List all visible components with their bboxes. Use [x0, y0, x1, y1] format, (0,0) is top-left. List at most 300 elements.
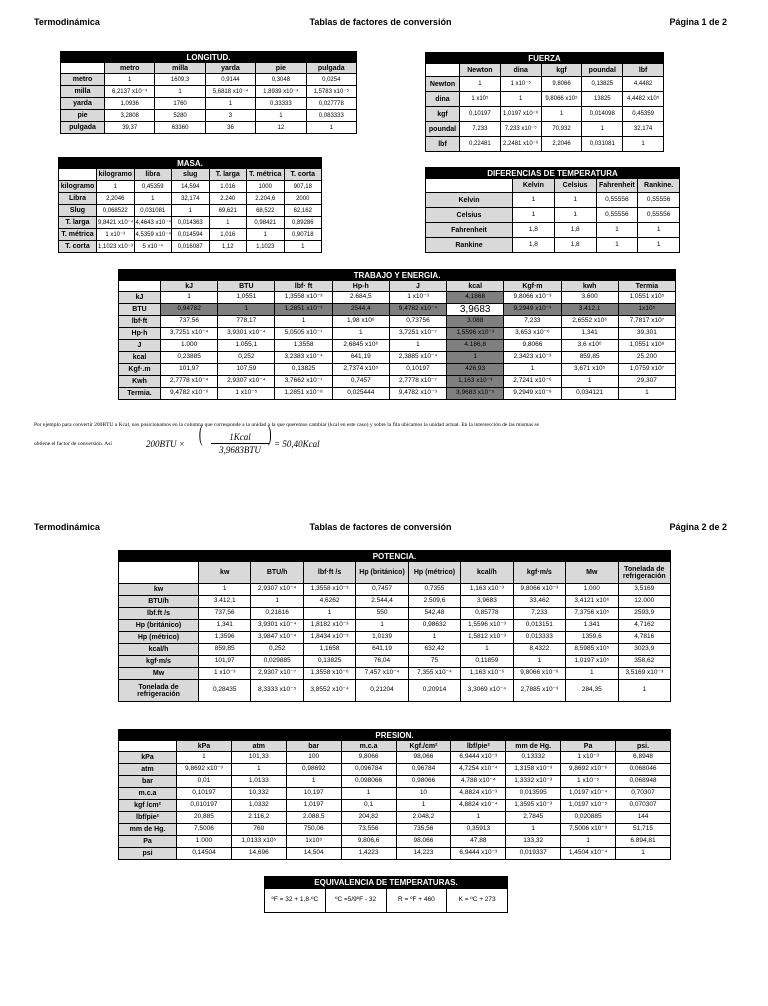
table-cell: 0,10197 — [460, 107, 501, 122]
page2-header — [34, 522, 727, 536]
table-cell: 7,5006 x10⁻³ — [561, 824, 616, 836]
table-cell: 2,9307 x10⁻⁴ — [218, 376, 275, 388]
masa-table-block — [58, 157, 322, 253]
table-cell: 1,5783 x10⁻⁵ — [306, 86, 356, 98]
table-cell: 3.600 — [561, 292, 618, 304]
table-cell: 6,9444 x10⁻³ — [451, 848, 506, 860]
column-header: Pa — [561, 741, 616, 752]
table-row — [119, 764, 671, 776]
table-cell: 0,068046 — [616, 764, 671, 776]
page-number-p2: Página 2 de 2 — [669, 522, 727, 532]
row-header: Termia. — [119, 388, 161, 400]
column-header: Hp (métrico) — [408, 562, 460, 584]
row-header: bar — [119, 776, 177, 788]
table-cell: 1 — [389, 340, 446, 352]
table-cell: 3,5169 — [618, 584, 671, 596]
table-cell: 0,98632 — [408, 620, 460, 632]
column-header: Rankine. — [638, 179, 680, 193]
trabajo-table — [118, 280, 676, 400]
table-cell: 737,56 — [199, 608, 251, 620]
table-cell: 2.240 — [209, 193, 247, 205]
table-cell: 2,2481 x10⁻⁶ — [500, 137, 541, 152]
table-cell: 1,0551 — [218, 292, 275, 304]
table-cell: 9,2949 x10⁻⁸ — [504, 388, 561, 400]
table-cell: 1 — [105, 74, 155, 86]
table-cell: 1,8 — [554, 223, 596, 238]
table-row — [59, 241, 322, 253]
row-header: Fahrenheit — [426, 223, 513, 238]
presion-table — [118, 740, 671, 860]
column-header: Tonelada de refrigeración — [618, 562, 671, 584]
table-cell: 0,55556 — [596, 193, 638, 208]
table-cell: 1,163 x10⁻⁶ — [461, 668, 513, 680]
column-header: metro — [105, 63, 155, 74]
table-cell: 3.088 — [447, 316, 504, 328]
row-header: kPa — [119, 752, 177, 764]
table-cell: 0,73756 — [389, 316, 446, 328]
table-cell: 1 — [408, 632, 460, 644]
table-cell: 1 — [134, 193, 172, 205]
table-corner — [119, 281, 161, 292]
trabajo-header-row — [119, 281, 676, 292]
table-cell: 1,5596 x10⁻³ — [461, 620, 513, 632]
table-cell: 8,3333 x10⁻⁵ — [251, 680, 303, 702]
table-cell: 1 — [554, 193, 596, 208]
table-row — [426, 193, 680, 208]
table-cell: 0,45359 — [134, 181, 172, 193]
column-header: T. larga — [209, 169, 247, 181]
table-cell: 3,9683 — [447, 304, 504, 316]
table-cell: 2,7241 x10⁻⁶ — [504, 376, 561, 388]
column-header: BTU/h — [251, 562, 303, 584]
table-cell: 101,97 — [161, 364, 218, 376]
table-row — [59, 229, 322, 241]
table-cell: 750,06 — [286, 824, 341, 836]
column-header: Kelvin — [513, 179, 555, 193]
table-row — [119, 620, 671, 632]
table-cell: 0,013595 — [506, 788, 561, 800]
row-header: Libra — [59, 193, 97, 205]
column-header: J — [389, 281, 446, 292]
table-cell: 1.341 — [566, 620, 618, 632]
table-cell: 0,014098 — [582, 107, 623, 122]
table-cell: 3,671 x10⁵ — [561, 364, 618, 376]
table-cell: 1,0551 x10⁸ — [618, 340, 675, 352]
table-cell: 1,98 x10⁶ — [332, 316, 389, 328]
example-note-intro: obtiene el factor de conversión. Así — [34, 441, 112, 447]
table-cell: 1 — [623, 137, 664, 152]
table-cell: 1 — [155, 86, 205, 98]
table-cell: 0,013151 — [513, 620, 565, 632]
table-cell: 0,070307 — [616, 800, 671, 812]
table-cell: 1 — [513, 193, 555, 208]
table-cell: 2,2046 — [97, 193, 135, 205]
table-cell: 1 — [177, 752, 232, 764]
table-cell: 3,5169 x10⁻³ — [618, 668, 671, 680]
row-header: BTU — [119, 304, 161, 316]
column-header: kPa — [177, 741, 232, 752]
fuerza-title: FUERZA — [425, 52, 664, 63]
table-cell: 0,98692 — [286, 764, 341, 776]
table-cell: 0,1 — [341, 800, 396, 812]
trabajo-title: TRABAJO Y ENERGIA. — [118, 269, 676, 280]
fraction-bar — [211, 443, 269, 444]
table-cell: 32,174 — [623, 122, 664, 137]
table-cell: 3.412,1 — [199, 596, 251, 608]
table-cell: 4,7162 — [618, 620, 671, 632]
table-cell: 47,88 — [451, 836, 506, 848]
column-header: Mw — [566, 562, 618, 584]
table-cell: 0,55556 — [596, 208, 638, 223]
table-cell: 6,8948 — [616, 752, 671, 764]
table-cell: 62,162 — [284, 205, 322, 217]
table-cell: 2593,9 — [618, 608, 671, 620]
table-cell: 5,0505 x10⁻⁷ — [275, 328, 332, 340]
table-cell: 9,8692 x10⁻³ — [177, 764, 232, 776]
table-cell: 1,0197 x10⁻⁶ — [500, 107, 541, 122]
table-cell: 51,715 — [616, 824, 671, 836]
table-cell: 6,9444 x10⁻³ — [451, 752, 506, 764]
table-cell: 8,5985 x10⁵ — [566, 644, 618, 656]
table-cell: 1 x10⁻³ — [97, 229, 135, 241]
table-row — [59, 205, 322, 217]
longitud-header-row — [61, 63, 357, 74]
table-cell: 6,2137 x10⁻⁴ — [105, 86, 155, 98]
table-cell: 1,1023 x10⁻³ — [97, 241, 135, 253]
table-cell: 2,9307 x10⁻⁴ — [251, 584, 303, 596]
formula-result: = 50,40Kcal — [274, 439, 320, 449]
table-cell: 3,9683 — [461, 596, 513, 608]
table-cell: 0,14504 — [177, 848, 232, 860]
table-cell: 1 — [461, 644, 513, 656]
table-cell: 0,21204 — [356, 680, 408, 702]
table-cell: 13825 — [582, 92, 623, 107]
table-cell: 9,8692 x10⁻⁶ — [561, 764, 616, 776]
table-cell: 1 x10⁻⁵ — [500, 77, 541, 92]
table-corner — [61, 63, 105, 74]
column-header: lbf/pie² — [451, 741, 506, 752]
formula-numerator: 1Kcal — [229, 432, 251, 442]
table-cell: 0,025444 — [332, 388, 389, 400]
column-header: Hp (británico) — [356, 562, 408, 584]
table-cell: 9,4782 x10⁻⁴ — [389, 304, 446, 316]
row-header: Kgf·.m — [119, 364, 161, 376]
table-cell: 1 — [306, 122, 356, 134]
table-row — [59, 217, 322, 229]
row-header: pulgada — [61, 122, 105, 134]
table-cell: 7,233 — [513, 608, 565, 620]
row-header: J — [119, 340, 161, 352]
table-cell: 2.088,5 — [286, 812, 341, 824]
table-cell: 1 — [500, 92, 541, 107]
table-cell: 63360 — [155, 122, 205, 134]
table-cell: 0,010197 — [177, 800, 232, 812]
table-row — [59, 193, 322, 205]
table-cell: 3,9301 x10⁻⁴ — [251, 620, 303, 632]
table-cell: 1,0759 x10⁷ — [618, 364, 675, 376]
table-cell: 1,0197 x10⁻⁴ — [561, 788, 616, 800]
table-cell: 1,016 — [209, 229, 247, 241]
table-cell: 0,014594 — [172, 229, 210, 241]
column-header: Newton — [460, 64, 501, 77]
table-cell: 10,332 — [231, 788, 286, 800]
table-cell: 1 — [286, 776, 341, 788]
table-cell: 0,9144 — [205, 74, 255, 86]
table-cell: 29,307 — [618, 376, 675, 388]
table-cell: 1,5812 x10⁻³ — [461, 632, 513, 644]
table-row — [61, 122, 357, 134]
table-row — [119, 752, 671, 764]
potencia-title: POTENCIA. — [118, 550, 671, 561]
table-cell: 1,3158 x10⁻³ — [506, 764, 561, 776]
table-cell: 7,7817 x10⁷ — [618, 316, 675, 328]
table-cell: 7,355 x10⁻⁴ — [408, 668, 460, 680]
table-cell: 3,8552 x10⁻⁴ — [303, 680, 355, 702]
table-row — [119, 644, 671, 656]
table-row — [119, 800, 671, 812]
presion-header-row — [119, 741, 671, 752]
table-cell: 1,0197 — [286, 800, 341, 812]
table-cell: 0,014363 — [172, 217, 210, 229]
diferencias-temperatura-block — [425, 167, 680, 253]
table-cell: 9,4782 x10⁻⁶ — [161, 388, 218, 400]
table-cell: 0,94782 — [161, 304, 218, 316]
table-cell: 69,621 — [209, 205, 247, 217]
table-cell: 5,6818 x10⁻⁴ — [205, 86, 255, 98]
table-cell: 0,016087 — [172, 241, 210, 253]
row-header: kgf /cm² — [119, 800, 177, 812]
table-cell: 7,457 x10⁻⁴ — [356, 668, 408, 680]
table-cell: 641,19 — [356, 644, 408, 656]
row-header: Hp (británico) — [119, 620, 199, 632]
table-cell: 5 x10⁻⁴ — [134, 241, 172, 253]
table-cell: 1,1658 — [303, 644, 355, 656]
row-header: Newton — [426, 77, 460, 92]
potencia-table — [118, 561, 671, 702]
table-cell: 632,42 — [408, 644, 460, 656]
table-cell: 1 — [582, 122, 623, 137]
table-cell: 1,3558 x10⁻⁶ — [303, 668, 355, 680]
table-cell: 9,8066 — [341, 752, 396, 764]
column-header: Kgf./cm² — [396, 741, 451, 752]
table-cell: 1 x10⁻⁵ — [561, 776, 616, 788]
table-cell: 75 — [408, 656, 460, 668]
column-header: pulgada — [306, 63, 356, 74]
row-header: Rankine — [426, 238, 513, 253]
table-cell: 1,0332 — [231, 800, 286, 812]
table-cell: 0,252 — [218, 352, 275, 364]
table-cell: 1,8 — [513, 238, 555, 253]
table-cell: 1,0197 x10⁵ — [566, 656, 618, 668]
table-cell: 1 — [447, 352, 504, 364]
table-cell: 4,6262 — [303, 596, 355, 608]
table-cell: 0,13825 — [275, 364, 332, 376]
table-cell: 9,8066 x10⁻³ — [513, 584, 565, 596]
row-header: kgf·m/s — [119, 656, 199, 668]
table-cell: 0,96784 — [396, 764, 451, 776]
row-header: psi — [119, 848, 177, 860]
masa-table — [58, 168, 322, 253]
table-row — [61, 98, 357, 110]
table-cell: 1,0133 — [231, 776, 286, 788]
table-cell: 14,696 — [231, 848, 286, 860]
table-cell: 1,2851 x10⁻³ — [275, 304, 332, 316]
table-cell: 4,1868 — [447, 292, 504, 304]
table-cell: 0,098066 — [341, 776, 396, 788]
longitud-table-block — [60, 51, 357, 134]
table-cell: 3,9683 x10⁻⁵ — [447, 388, 504, 400]
table-cell: 3.412,1 — [561, 304, 618, 316]
diferencias-header-row — [426, 179, 680, 193]
diferencias-table — [425, 178, 680, 253]
table-cell: 737,56 — [161, 316, 218, 328]
table-cell: 1,3558 — [275, 340, 332, 352]
table-cell: 1.000 — [161, 340, 218, 352]
table-cell: 0,020885 — [561, 812, 616, 824]
row-header: lbf — [426, 137, 460, 152]
presion-title: PRESION. — [118, 729, 671, 740]
column-header: m.c.a — [341, 741, 396, 752]
table-row — [426, 77, 664, 92]
table-cell: 33,462 — [513, 596, 565, 608]
table-cell: 0,23885 — [161, 352, 218, 364]
table-cell: 2.116,2 — [231, 812, 286, 824]
example-note-line1: Por ejemplo para convertir 200BTU a Kcal, nos posicionamos en la columna que corresponde a la unidad a la que queremos cambiar (kcal en este caso) y sobre la fila ubicamos la unidad actual. En la intersección de las mismas se — [34, 422, 539, 428]
table-cell: 1 — [284, 241, 322, 253]
table-cell: 1 — [506, 824, 561, 836]
row-header: kJ — [119, 292, 161, 304]
table-cell: 2,7885 x10⁻³ — [513, 680, 565, 702]
table-cell: 0,13825 — [303, 656, 355, 668]
table-cell: 1 — [218, 304, 275, 316]
table-cell: 1,3596 — [199, 632, 251, 644]
table-cell: 1.016 — [209, 181, 247, 193]
table-cell: 0,027778 — [306, 98, 356, 110]
table-row — [119, 388, 676, 400]
table-cell: 0,083333 — [306, 110, 356, 122]
table-cell: 2.509,6 — [408, 596, 460, 608]
row-header: m.c.a — [119, 788, 177, 800]
row-header: mm de Hg. — [119, 824, 177, 836]
table-corner — [119, 562, 199, 584]
table-cell: 1 — [596, 238, 638, 253]
example-note — [34, 420, 734, 454]
column-header: Celsius — [554, 179, 596, 193]
table-cell: 1,4504 x10⁻⁴ — [561, 848, 616, 860]
column-header: lbf — [623, 64, 664, 77]
table-cell: 1,3595 x10⁻³ — [506, 800, 561, 812]
row-header: poundal — [426, 122, 460, 137]
table-cell: 641,19 — [332, 352, 389, 364]
table-cell: 1,1023 — [247, 241, 285, 253]
formula-paren-close: ) — [267, 421, 272, 446]
table-cell: 542,48 — [408, 608, 460, 620]
row-header: Kelvin — [426, 193, 513, 208]
equivalencia-table — [264, 888, 508, 913]
row-header: T. corta — [59, 241, 97, 253]
table-cell: 1 — [251, 596, 303, 608]
table-cell: 101,97 — [199, 656, 251, 668]
potencia-header-row — [119, 562, 671, 584]
table-cell: 9,8066 x10⁻⁶ — [513, 668, 565, 680]
trabajo-energia-block — [118, 269, 676, 400]
table-row — [119, 328, 676, 340]
table-cell: 2,9307 x10⁻⁷ — [251, 668, 303, 680]
table-cell: 1 — [451, 812, 506, 824]
table-cell: 133,32 — [506, 836, 561, 848]
table-cell: 12.000 — [618, 596, 671, 608]
table-cell: 3,3069 x10⁻⁴ — [461, 680, 513, 702]
formula-fraction — [209, 432, 271, 458]
formula-denominator: 3,9683BTU — [219, 445, 261, 455]
table-cell: 1 — [596, 223, 638, 238]
table-cell: 14,594 — [172, 181, 210, 193]
row-header: kcal — [119, 352, 161, 364]
table-cell: 1,0551 x10⁵ — [618, 292, 675, 304]
table-cell: 9,2949 x10⁻³ — [504, 304, 561, 316]
column-header: Fahrenheit — [596, 179, 638, 193]
table-cell: 10 — [396, 788, 451, 800]
table-cell: 1,8434 x10⁻³ — [303, 632, 355, 644]
column-header: bar — [286, 741, 341, 752]
table-cell: 859,85 — [199, 644, 251, 656]
row-header: kw — [119, 584, 199, 596]
table-cell: 2.048,2 — [396, 812, 451, 824]
table-cell: 4,8824 x10⁻³ — [451, 788, 506, 800]
table-cell: 73,556 — [341, 824, 396, 836]
table-cell: 39,301 — [618, 328, 675, 340]
table-cell: 1,5596 x10⁻³ — [447, 328, 504, 340]
row-header: Pa — [119, 836, 177, 848]
table-cell: 7,233 — [504, 316, 561, 328]
table-row — [426, 208, 680, 223]
masa-header-row — [59, 169, 322, 181]
table-row — [61, 110, 357, 122]
table-cell: 1 — [341, 788, 396, 800]
table-cell: 3,7251 x10⁻⁷ — [389, 328, 446, 340]
table-cell: 1,3558 x10⁻³ — [275, 292, 332, 304]
column-header: atm — [231, 741, 286, 752]
table-cell: 1 — [199, 584, 251, 596]
table-row — [119, 836, 671, 848]
table-cell: 9,8066 x10⁻³ — [504, 292, 561, 304]
column-header: kcal — [447, 281, 504, 292]
table-cell: 0,031081 — [582, 137, 623, 152]
table-cell: 4,4643 x10⁻⁴ — [134, 217, 172, 229]
column-header: Termia — [618, 281, 675, 292]
table-cell: 1 — [332, 328, 389, 340]
column-header: Hp-h — [332, 281, 389, 292]
table-cell: 4.186,8 — [447, 340, 504, 352]
table-cell: 0,28435 — [199, 680, 251, 702]
column-header: lbf·ft /s — [303, 562, 355, 584]
fuerza-table-block — [425, 52, 664, 152]
column-header: T. métrica — [247, 169, 285, 181]
table-cell: 4,8824 x10⁻⁴ — [451, 800, 506, 812]
table-cell: 2.684,5 — [332, 292, 389, 304]
table-cell: 2.544,4 — [356, 596, 408, 608]
row-header: kilogramo — [59, 181, 97, 193]
table-corner — [119, 741, 177, 752]
table-cell: 1 — [638, 223, 680, 238]
table-cell: 0,90718 — [284, 229, 322, 241]
table-cell: 14,223 — [396, 848, 451, 860]
table-cell: 1x10⁵ — [286, 836, 341, 848]
table-cell: 25.200 — [618, 352, 675, 364]
table-cell: 1,8 — [513, 223, 555, 238]
table-cell: 0,11859 — [461, 656, 513, 668]
table-row — [61, 74, 357, 86]
